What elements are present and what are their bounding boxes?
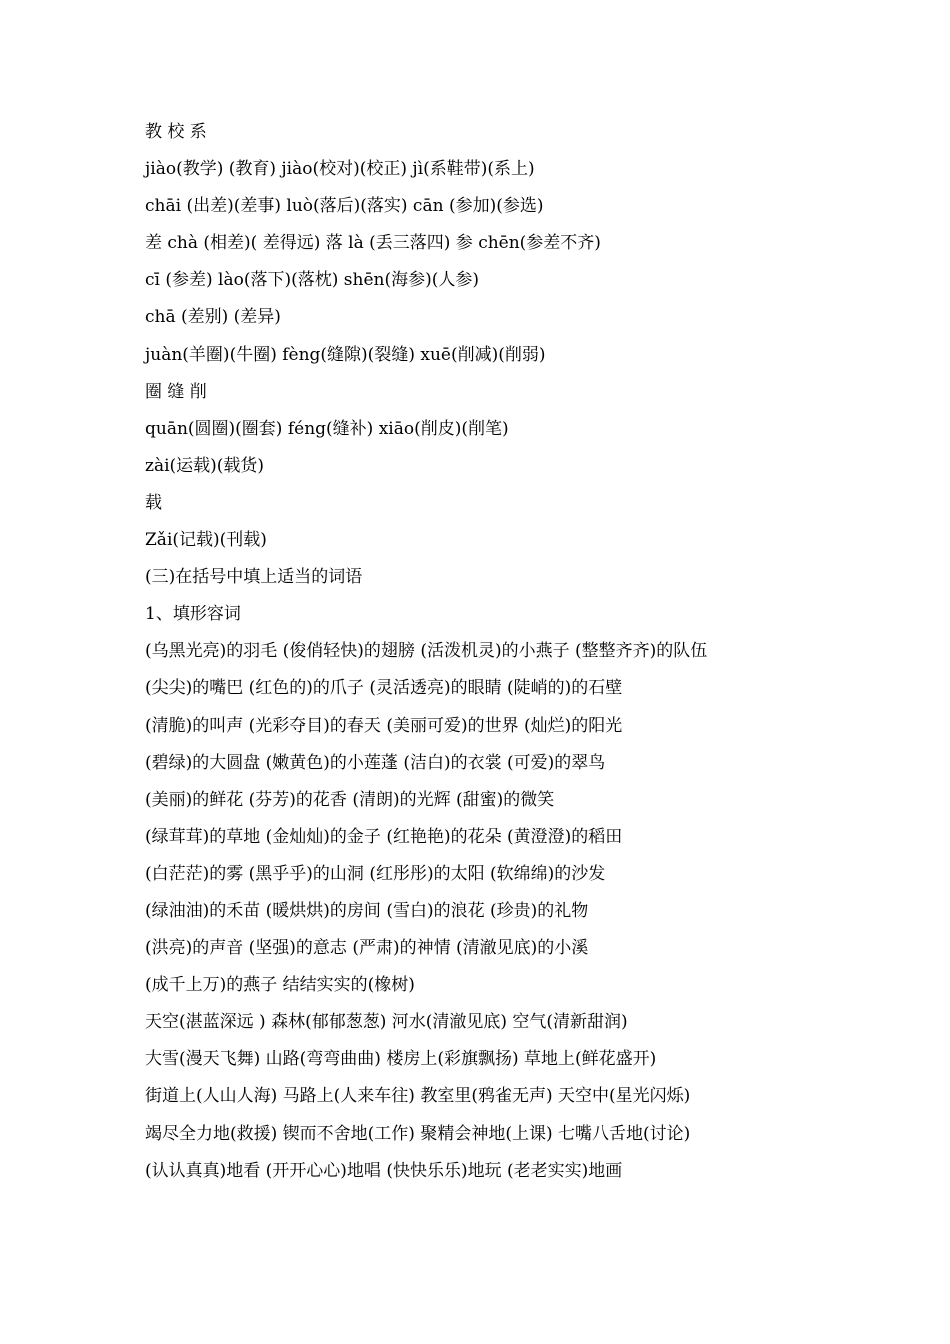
text-line: 大雪(漫天飞舞) 山路(弯弯曲曲) 楼房上(彩旗飘扬) 草地上(鲜花盛开) xyxy=(145,1049,657,1070)
section-heading: (三)在括号中填上适当的词语 xyxy=(145,567,363,588)
text-line: (尖尖)的嘴巴 (红色的)的爪子 (灵活透亮)的眼睛 (陡峭的)的石壁 xyxy=(145,678,623,699)
text-line: juàn(羊圈)(牛圈) fèng(缝隙)(裂缝) xuē(削减)(削弱) xyxy=(145,344,546,365)
text-line: 天空(湛蓝深远 ) 森林(郁郁葱葱) 河水(清澈见底) 空气(清新甜润) xyxy=(145,1012,628,1033)
text-line: quān(圆圈)(圈套) féng(缝补) xiāo(削皮)(削笔) xyxy=(145,418,509,439)
text-line: (乌黑光亮)的羽毛 (俊俏轻快)的翅膀 (活泼机灵)的小燕子 (整整齐齐)的队伍 xyxy=(145,641,708,662)
text-line: 圈 缝 削 xyxy=(145,381,207,402)
text-line: Zǎi(记载)(刊载) xyxy=(145,530,267,551)
subsection-heading: 1、填形容词 xyxy=(145,604,241,625)
text-line: (清脆)的叫声 (光彩夺目)的春天 (美丽可爱)的世界 (灿烂)的阳光 xyxy=(145,715,623,736)
text-line: 竭尽全力地(救援) 锲而不舍地(工作) 聚精会神地(上课) 七嘴八舌地(讨论) xyxy=(145,1123,691,1144)
text-line: jiào(教学) (教育) jiào(校对)(校正) jì(系鞋带)(系上) xyxy=(145,159,535,180)
text-line: chāi (出差)(差事) luò(落后)(落实) cān (参加)(参选) xyxy=(145,196,544,217)
text-line: cī (参差) lào(落下)(落枕) shēn(海参)(人参) xyxy=(145,270,479,291)
text-line: (洪亮)的声音 (坚强)的意志 (严肃)的神情 (清澈见底)的小溪 xyxy=(145,938,589,959)
text-line: 载 xyxy=(145,492,162,513)
text-line: (认认真真)地看 (开开心心)地唱 (快快乐乐)地玩 (老老实实)地画 xyxy=(145,1160,623,1181)
text-line: zài(运载)(载货) xyxy=(145,455,265,476)
text-line: chā (差别) (差异) xyxy=(145,307,281,328)
text-line: (白茫茫)的雾 (黑乎乎)的山洞 (红彤彤)的太阳 (软绵绵)的沙发 xyxy=(145,863,606,884)
text-line: (绿茸茸)的草地 (金灿灿)的金子 (红艳艳)的花朵 (黄澄澄)的稻田 xyxy=(145,826,623,847)
text-line: (美丽)的鲜花 (芬芳)的花香 (清朗)的光辉 (甜蜜)的微笑 xyxy=(145,789,555,810)
text-line: 教 校 系 xyxy=(145,122,207,142)
text-line: 差 chà (相差)( 差得远) 落 là (丢三落四) 参 chēn(参差不齐) xyxy=(145,233,601,254)
text-line: (绿油油)的禾苗 (暖烘烘)的房间 (雪白)的浪花 (珍贵)的礼物 xyxy=(145,900,589,921)
text-line: (碧绿)的大圆盘 (嫩黄色)的小莲蓬 (洁白)的衣裳 (可爱)的翠鸟 xyxy=(145,752,606,773)
text-line: (成千上万)的燕子 结结实实的(橡树) xyxy=(145,975,415,996)
text-line: 街道上(人山人海) 马路上(人来车往) 教室里(鸦雀无声) 天空中(星光闪烁) xyxy=(145,1086,691,1107)
document-body xyxy=(145,117,905,1193)
